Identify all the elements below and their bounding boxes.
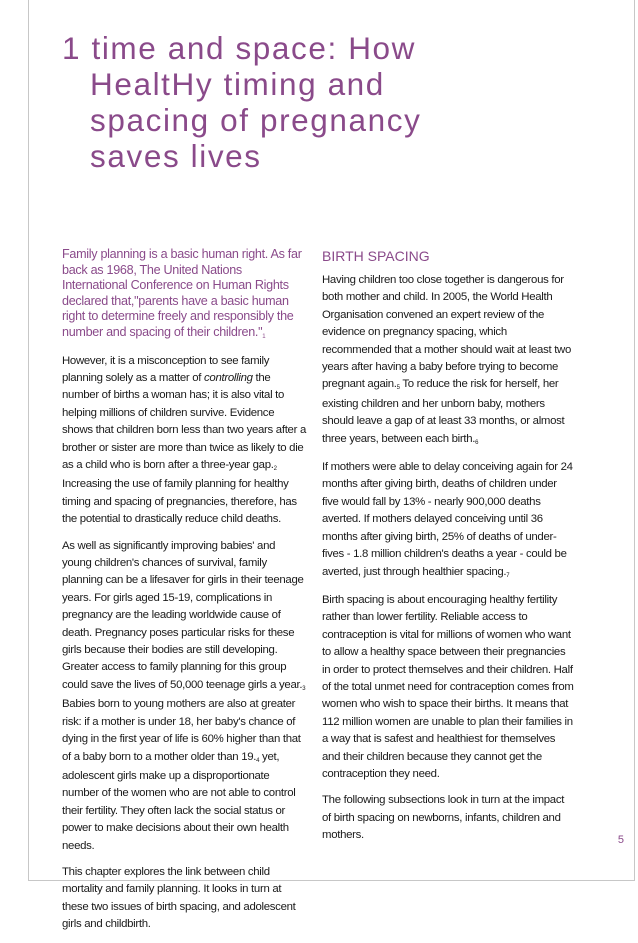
left-column xyxy=(62,247,307,943)
body-paragraph xyxy=(322,459,574,583)
body-paragraph xyxy=(62,353,307,529)
page-number: 5 xyxy=(617,834,624,846)
intro-text: Family planning is a basic human right. As far back as 1968, The United Nations International Conference on Human Rights declared that,"parents have a basic human right to determine freely and responsibly the number and spacing of their children." xyxy=(62,247,302,339)
body-paragraph xyxy=(322,272,574,450)
body-text: To reduce the risk for herself, her existing children and her unborn baby, mothers should leave a gap of at least 33 months, or almost three years, between each birth. xyxy=(322,378,565,445)
title-line: HealtHy timing and xyxy=(90,66,385,102)
emphasis-text: controlling xyxy=(204,371,253,384)
footnote-ref: 5 xyxy=(396,385,400,392)
body-paragraph: This chapter explores the link between child mortality and family planning. It looks in turn at these two issues of birth spacing, and adolescent girls and childbirth. xyxy=(62,865,296,931)
body-text: If mothers were able to delay conceiving again for 24 months after giving birth, deaths of children under five would fall by 13% - nearly 900,000 deaths averted. If mothers delayed conceiving until 36 months after giving birth, 25% of deaths of under-fives - 1.8 million children's deaths a year - could be averted, just through healthier spacing. xyxy=(322,461,573,578)
body-text: However, it is a misconception to see family planning solely as a matter of xyxy=(62,354,270,384)
intro-paragraph xyxy=(62,247,307,344)
footnote-ref: 6 xyxy=(475,439,479,446)
body-text: Babies born to young mothers are also at greater risk: if a mother is under 18, her baby's chance of dying in the first year of life is 60% higher than that of a baby born to a mother older than 19. xyxy=(62,698,301,763)
footnote-ref: 2 xyxy=(273,466,277,472)
body-text: Increasing the use of family planning for healthy timing and spacing of pregnancies, therefore, has the potential to drastically reduce child deaths. xyxy=(62,478,297,526)
body-paragraph xyxy=(62,538,307,855)
title-line: 1 time and space: How xyxy=(62,30,417,66)
title-line: spacing of pregnancy xyxy=(90,102,422,138)
footnote-ref: 4 xyxy=(256,757,260,764)
chapter-title xyxy=(62,30,542,174)
footnote-ref: 3 xyxy=(302,685,306,692)
body-text: the number of births a woman has; it is also vital to helping millions of children survive. Evidence shows that children born less than two years after a brother or sister are more than twice as likely to die as a child who is born after a three-year gap. xyxy=(62,371,306,471)
body-text: As well as significantly improving babies' and young children's chances of survival, family planning can be a lifesaver for girls in their teenage years. For girls aged 15-19, complications in pregnancy are the leading worldwide cause of death. Pregnancy poses particular risks for these girls because their bodies are still developing. Greater access to family planning for this group could save the lives of 50,000 teenage girls a year. xyxy=(62,539,304,691)
section-heading: BIRTH SPACING xyxy=(322,248,430,264)
body-paragraph: The following subsections look in turn at the impact of birth spacing on newborns, infants, children and mothers. xyxy=(322,794,565,842)
right-column xyxy=(322,247,574,854)
body-text: Having children too close together is dangerous for both mother and child. In 2005, the World Health Organisation convened an expert review of the evidence on pregnancy spacing, which recommended that a mother should wait at least two years after having a baby before trying to become pregnant again. xyxy=(322,274,572,391)
body-paragraph: Birth spacing is about encouraging healthy fertility rather than lower fertility. Reliable access to contraception is vital for millions of women who want to allow a healthy space between their pregnancies in order to protect themselves and their children. Half of the total unmet need for contraception comes from women who wish to space their births. It means that 112 million women are unable to plan their families in a way that is safest and healthiest for themselves and their children because they cannot get the contraception they need. xyxy=(322,593,574,780)
footnote-ref: 1 xyxy=(262,333,266,340)
body-text: yet, adolescent girls make up a disproportionate number of the women who are not able to control their fertility. They often lack the social status or power to make decisions about their own health needs. xyxy=(62,750,296,852)
title-line: saves lives xyxy=(90,138,262,174)
footnote-ref: 7 xyxy=(506,572,510,579)
